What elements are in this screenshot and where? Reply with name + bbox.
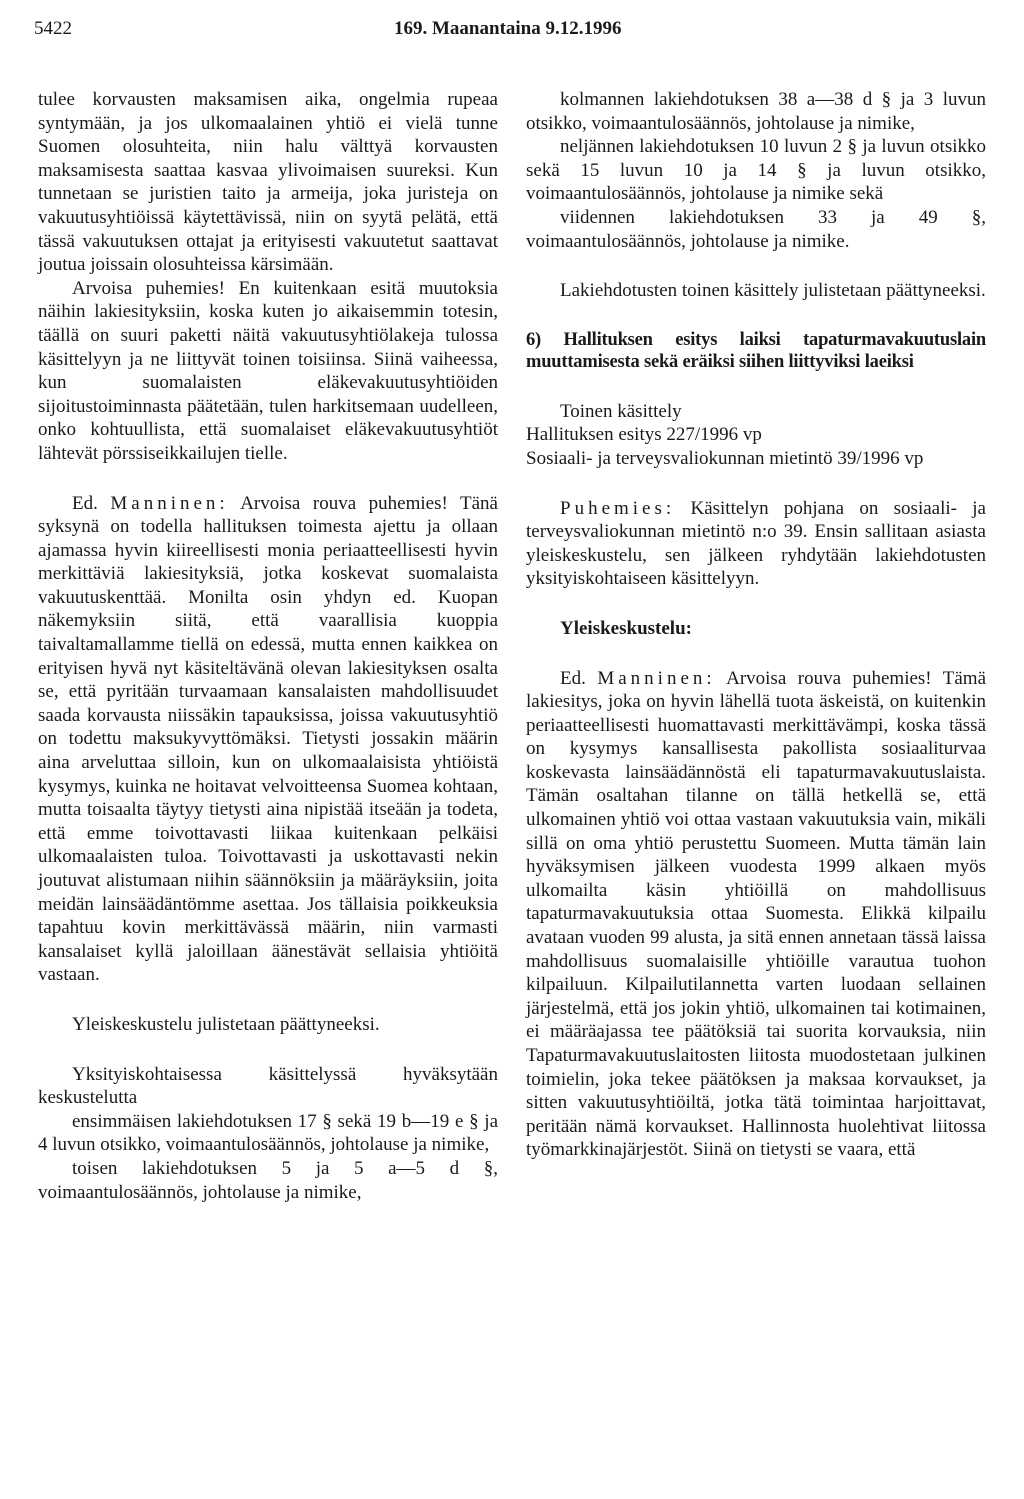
chair-speaker: Puhemies: — [560, 497, 676, 519]
left-paragraph-1: tulee korvausten maksamisen aika, ongelmia rupeaa syntymään, ja jos ulkomaalainen yhtiö ei vielä tunne Suomen olosuhteita, niin halu välttyä korvausten maksamisesta saattaa kasvaa ylivoimaisen suureksi. Kun tunnetaan se juristien taito ja armeija, joka juristeja on vakuutusyhtiöissä käytettävissä, niin on syytä pelätä, että tässä vakuutuksen ottajat ja erityisesti vakuutetut saattavat joutua joissain olosuhteissa kärsimään. — [38, 89, 498, 276]
right-column — [526, 88, 986, 1162]
right-paragraph-3: viidennen lakiehdotuksen 33 ja 49 §, voimaantulosäännös, johtolause ja nimike. — [526, 206, 986, 252]
left-paragraph-5: Yksityiskohtaisessa käsittelyssä hyväksytään keskustelutta — [38, 1063, 498, 1109]
meta-line-3: Sosiaali- ja terveysvaliokunnan mietintö 39/1996 vp — [526, 447, 924, 469]
left-paragraph-4: Yleiskeskustelu julistetaan päättyneeksi. — [72, 1013, 380, 1035]
left-paragraph-6: ensimmäisen lakiehdotuksen 17 § sekä 19 b—19 e § ja 4 luvun otsikko, voimaantulosäännös, johtolause ja nimike, — [38, 1110, 498, 1156]
page-header — [34, 18, 990, 46]
speech-text: Arvoisa rouva puhemies! Tänä syksynä on todella hallituksen toimesta ajettu ja ollaan ajamassa hyvin kiireellisesti monia periaatteellisesti hyvin merkittäviä lakiesityksiä, jotka koskevat suomalaista vakuutuskenttää. Monilta osin yhdyn ed. Kuopan näkemyksiin siitä, että vaarallisia kuoppia taivaltamallamme tiellä on edessä, mutta ennen kaikkea on erityisen hyvä nyt käsiteltävänä olevan lakiesityksen osalta se, että pyritään turvaamaan kansalaisten mahdollisuudet saada korvausta niissäkin tapauksissa, joissa vakuutusyhtiö on todettu maksukyvyttömäksi. Tietysti jossakin määrin aina arveluttaa silloin, kun on ulkomaalaisista yhtiöistä kysymys, kuinka ne hoitavat velvoitteensa Suomea kohtaan, mutta toisaalta täytyy tietysti aina nipistää itseään ja todeta, että emme toivottavasti liikaa kuitenkaan pelkäisi ulkomaalaisten tuloa. Toivottavasti ja uskottavasti nekin joutuvat alistumaan niihin säännöksiin ja määräyksiin, joita meidän lainsäädäntömme asettaa. Jos tällaisia poikkeuksia tapahtuu kovin merkittävässä määrin, niin varmasti kansalaiset kyllä jaloillaan äänestävät sellaisia yhtiöitä vastaan. — [38, 492, 498, 986]
left-paragraph-7: toisen lakiehdotuksen 5 ja 5 a—5 d §, voimaantulosäännös, johtolause ja nimike, — [38, 1157, 498, 1203]
speaker-name: Manninen: — [597, 667, 716, 689]
speaker-name: Manninen: — [110, 492, 229, 514]
right-paragraph-2: neljännen lakiehdotuksen 10 luvun 2 § ja luvun otsikko sekä 15 luvun 10 ja 14 § ja luvun otsikko, voimaantulosäännös, johtolause ja nimike sekä — [526, 136, 986, 205]
chair-text: Käsittelyn pohjana on sosiaali- ja terveysvaliokunnan mietintö n:o 39. Ensin sallitaan asiasta yleiskeskustelu, sen jälkeen ryhdytään lakiehdotusten yksityiskohtaiseen käsittelyyn. — [526, 497, 986, 590]
right-paragraph-5 — [526, 667, 986, 1162]
speaker-prefix: Ed. — [72, 492, 98, 514]
meta-line-1: Toinen käsittely — [560, 400, 682, 422]
left-paragraph-2: Arvoisa puhemies! En kuitenkaan esitä muutoksia näihin lakiesityksiin, koska kuten jo aikaisemmin totesin, täällä on suuri paketti näitä vakuutusyhtiölakeja tulossa käsittelyyn ja ne liittyvät toinen toisiinsa. Siinä vaiheessa, kun suomalaisten eläkevakuutusyhtiöiden sijoitustoiminnasta päätetään, tulen harkitsemaan uudelleen, onko kohtuullista, että suomalaiset eläkevakuutusyhtiöt lähtevät pörssiseikkailujen tielle. — [38, 277, 498, 464]
right-paragraph-1: kolmannen lakiehdotuksen 38 a—38 d § ja 3 luvun otsikko, voimaantulosäännös, johtolause ja nimike, — [526, 89, 986, 134]
subheading: Yleiskeskustelu: — [560, 617, 692, 639]
left-paragraph-3 — [38, 492, 498, 987]
meta-line-2: Hallituksen esitys 227/1996 vp — [526, 424, 762, 446]
speaker-prefix: Ed. — [560, 667, 586, 689]
right-paragraph-4: Lakiehdotusten toinen käsittely julistetaan päättyneeksi. — [560, 280, 986, 302]
issue-title: 169. Maanantaina 9.12.1996 — [394, 18, 622, 39]
chair-paragraph — [526, 497, 986, 591]
section-heading: 6) Hallituksen esitys laiksi tapaturmavakuutuslain muuttamisesta sekä eräiksi siihen liittyviksi laeiksi — [526, 329, 986, 373]
left-column — [38, 88, 498, 1204]
speech-text: Arvoisa rouva puhemies! Tämä lakiesitys, joka on hyvin lähellä tuota äskeistä, on kuitenkin periaatteellisesti huomattavasti merkittävämpi, koska tässä on kysymys kansallisesta pakollista sosiaaliturvaa koskevasta lainsäädännöstä eli tapaturmavakuutuslaista. Tämän osaltahan tilanne on tällä hetkellä se, että ulkomainen yhtiö voi ottaa vastaan vakuutuksia vain, mikäli sillä on oma yhtiö perustettu Suomeen. Mutta tämän lain hyväksymisen jälkeen vuodesta 1999 alkaen myös ulkomailta käsin yhtiöillä on mahdollisuus tapaturmavakuutuksia ottaa Suomesta. Elikkä kilpailu avataan vuoden 99 alusta, ja sitä ennen annetaan tässä laissa mahdollisuus suomalaisille yhtiöille varautua tuohon kilpailuun. Kilpailutilannetta varten luodaan sellainen järjestelmä, että jos jokin yhtiö, ulkomainen tai kotimainen, ei määräajassa tee päätöksiä tai suorita korvauksia, niin Tapaturmavakuutuslaitosten liitosta muodostetaan julkinen toimielin, joka tekee päätöksen ja maksaa korvaukset, ja sitten vakuutusyhtiöiltä, jotka tätä toimintaa harjoittavat, peritään nämä korvaukset. Hallinnosta huolehtivat liitossa työmarkkinajärjestöt. Siinä on tietysti se vaara, että — [526, 667, 987, 1161]
page-number: 5422 — [34, 18, 72, 39]
